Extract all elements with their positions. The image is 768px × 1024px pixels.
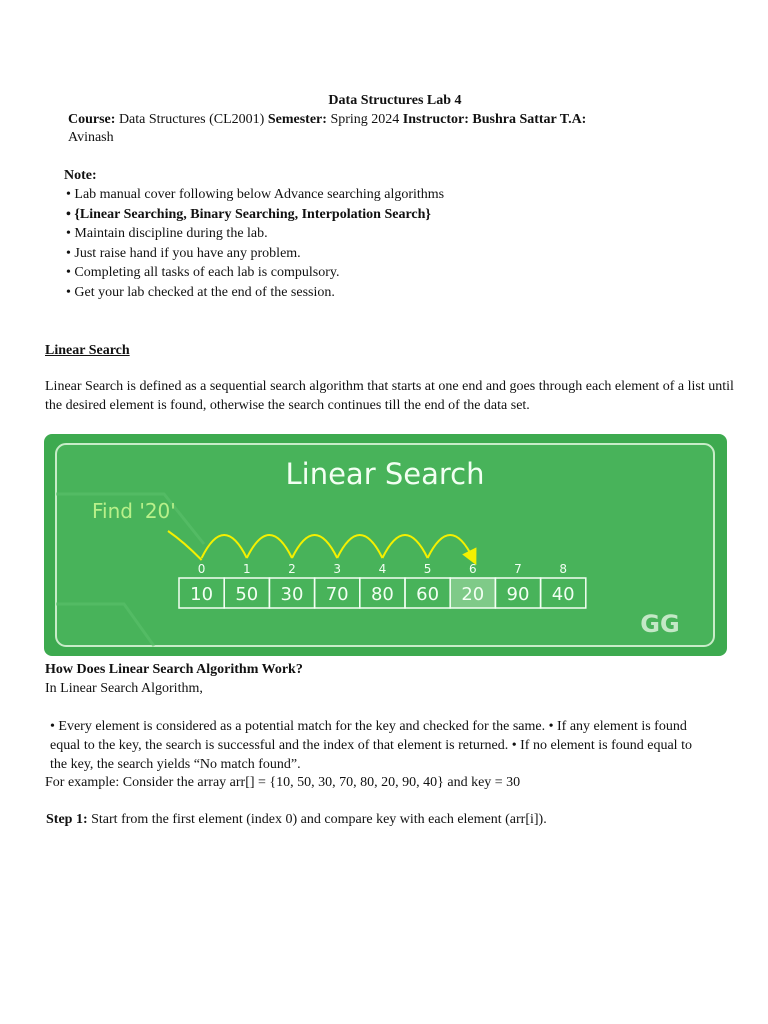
linear-search-heading: Linear Search	[45, 343, 130, 358]
index-label: 5	[423, 562, 432, 576]
array-cell-value: 20	[461, 584, 485, 605]
index-label: 7	[514, 562, 522, 576]
how-heading: How Does Linear Search Algorithm Work?	[45, 662, 303, 677]
ta-name: Avinash	[68, 130, 114, 145]
step-1-label: Step 1:	[46, 812, 88, 827]
note-item: • Maintain discipline during the lab.	[66, 226, 268, 242]
array-cell-value: 10	[190, 584, 214, 605]
linear-search-figure	[44, 434, 727, 656]
intro-line: In Linear Search Algorithm,	[45, 681, 203, 696]
course-value: Data Structures (CL2001)	[118, 112, 265, 127]
step-1-line	[46, 811, 547, 829]
array-cell-value: 70	[325, 584, 349, 605]
step-1-text: Start from the first element (index 0) and compare key with each element (arr[i]).	[87, 812, 547, 827]
array-cell-value: 50	[235, 584, 259, 605]
instructor-label: Instructor: Bushra Sattar T.A:	[402, 112, 587, 127]
array-cell-value: 30	[280, 584, 304, 605]
index-label: 8	[559, 562, 568, 576]
index-label: 6	[468, 562, 477, 576]
array-cell-value: 40	[551, 584, 575, 605]
find-label: Find '20'	[92, 499, 176, 523]
document-title: Data Structures Lab 4	[328, 93, 462, 108]
course-info-line	[68, 111, 586, 129]
array-cell-value: 80	[370, 584, 394, 605]
example-line: For example: Consider the array arr[] = {10, 50, 30, 70, 80, 20, 90, 40} and key = 30	[45, 775, 521, 790]
linear-search-definition: Linear Search is defined as a sequential search algorithm that starts at one end and goes through each element of a list until the desired element is found, otherwise the search continues till the end of the data set.	[45, 379, 734, 413]
array-cell-value: 90	[506, 584, 530, 605]
note-list	[66, 186, 444, 304]
index-label: 3	[333, 562, 342, 576]
semester-label: Semester:	[267, 112, 327, 127]
figure-title: Linear Search	[285, 457, 485, 491]
logo-icon: GG	[640, 610, 680, 638]
index-label: 4	[378, 562, 387, 576]
index-label: 0	[197, 562, 206, 576]
note-heading: Note:	[64, 168, 97, 183]
bullet-paragraph: • Every element is considered as a potential match for the key and checked for the same. • If any element is found equal to the key, the search is successful and the index of that element is returned. • If no element is found equal to the key, the search yields “No match found”.	[50, 719, 692, 772]
note-item: • Lab manual cover following below Advance searching algorithms	[66, 187, 445, 202]
note-item: • Completing all tasks of each lab is compulsory.	[66, 265, 340, 281]
note-item: • Get your lab checked at the end of the session.	[66, 284, 335, 300]
index-label: 2	[288, 562, 296, 576]
semester-value: Spring 2024	[330, 112, 400, 127]
index-label: 1	[242, 562, 251, 576]
array-cell-value: 60	[416, 584, 440, 605]
course-label: Course:	[68, 112, 116, 127]
note-item: • {Linear Searching, Binary Searching, Interpolation Search}	[66, 206, 431, 222]
note-item: • Just raise hand if you have any problem.	[66, 245, 301, 261]
